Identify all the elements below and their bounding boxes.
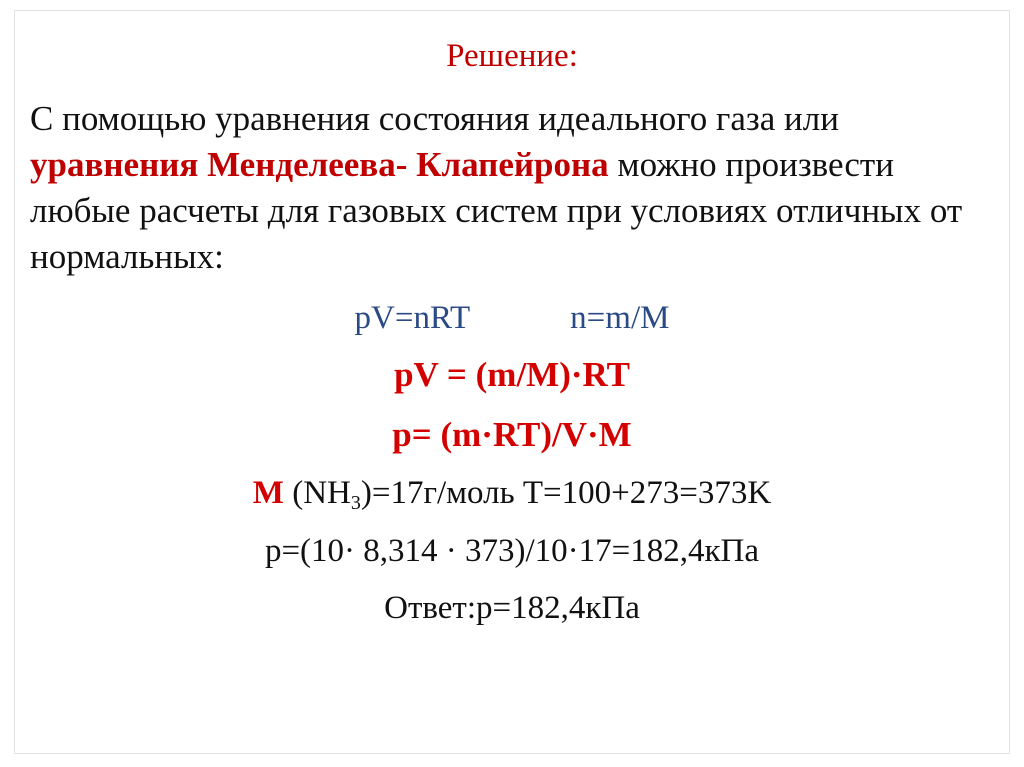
molar-mass-subscript: 3 — [350, 492, 361, 514]
equation-ideal-gas: pV=nRT — [354, 300, 471, 336]
molar-mass-prefix: (NH — [283, 475, 351, 511]
equation-pressure: p= (m·RT)/V·M — [392, 415, 632, 454]
intro-paragraph — [30, 96, 990, 280]
solution-heading: Решение: — [446, 38, 578, 74]
mendeleev-clapeyron-highlight: уравнения Менделеева- Клапейрона — [30, 145, 609, 184]
intro-text-part1: С помощью уравнения состояния идеального газа или — [30, 99, 839, 138]
answer-line: Ответ:p=182,4кПа — [384, 590, 640, 626]
molar-mass-suffix: )=17г/моль T=100+273=373K — [360, 475, 772, 511]
equation-moles: n=m/M — [570, 300, 670, 336]
molar-mass-symbol: M — [252, 475, 284, 511]
intro-text-part2: можно произвести любые расчеты для газовых систем при условиях отличных от нормальных: — [30, 145, 963, 276]
equation-molar-mass-temperature — [0, 475, 1024, 512]
equation-calculation: p=(10· 8,314 · 373)/10·17=182,4кПа — [264, 533, 760, 569]
equation-mendeleev: pV = (m/M)·RT — [394, 355, 630, 394]
equation-ideal-gas-line — [0, 300, 1024, 337]
